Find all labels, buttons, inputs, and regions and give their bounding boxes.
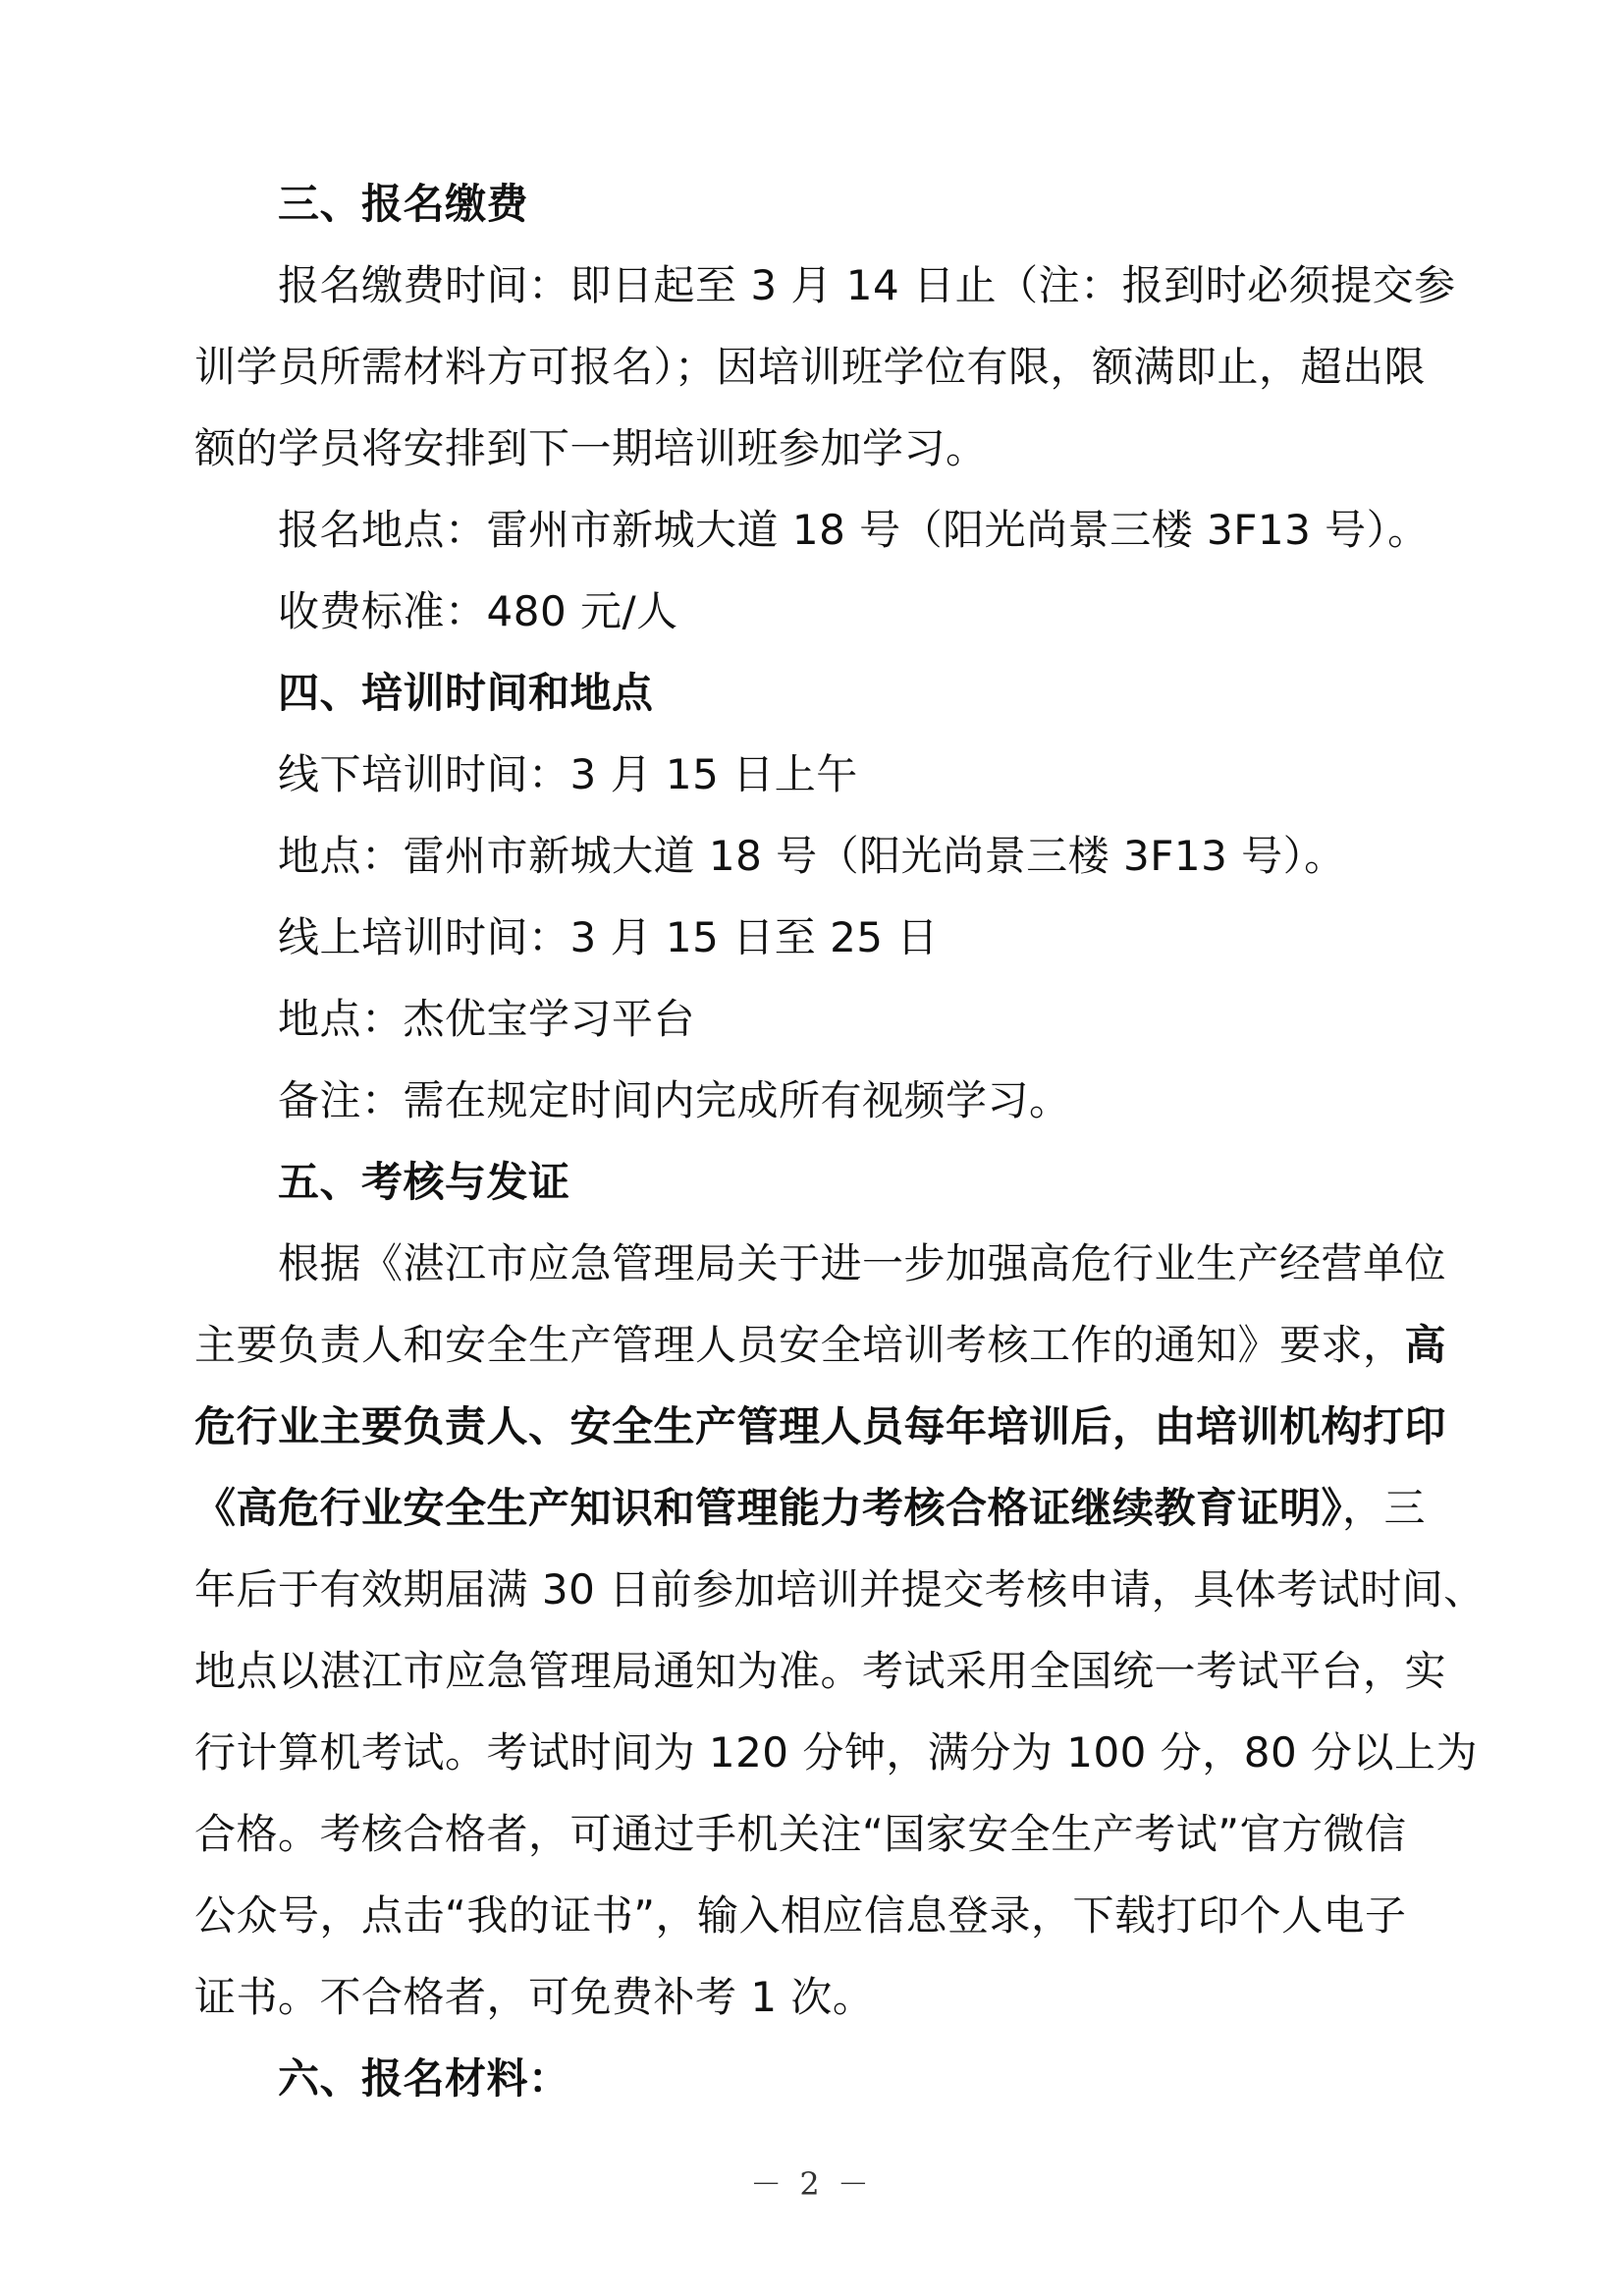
section-heading-training-time-location: 四、培训时间和地点 — [278, 669, 654, 717]
paragraph-line: 报名缴费时间：即日起至 3 月 14 日止（注：报到时必须提交参 — [278, 261, 1456, 309]
text-bold: 《高危行业安全生产知识和管理能力考核合格证继续教育证明》 — [194, 1484, 1343, 1532]
paragraph-line: 地点：杰优宝学习平台 — [278, 995, 696, 1043]
paragraph-line: 根据《湛江市应急管理局关于进一步加强高危行业生产经营单位 — [278, 1239, 1447, 1287]
text-normal: ，三 — [1342, 1484, 1427, 1532]
paragraph-line: 收费标准：480 元/人 — [278, 587, 678, 635]
paragraph-line-mixed — [194, 1318, 1447, 1373]
text-bold: 高 — [1404, 1321, 1447, 1369]
paragraph-line: 线上培训时间：3 月 15 日至 25 日 — [278, 913, 939, 961]
paragraph-line: 合格。考核合格者，可通过手机关注“国家安全生产考试”官方微信 — [194, 1810, 1407, 1858]
section-heading-registration-materials: 六、报名材料： — [278, 2054, 570, 2103]
paragraph-line: 报名地点：雷州市新城大道 18 号（阳光尚景三楼 3F13 号）。 — [278, 506, 1430, 554]
paragraph-line: 行计算机考试。考试时间为 120 分钟，满分为 100 分，80 分以上为 — [194, 1728, 1479, 1777]
text-normal: 主要负责人和安全生产管理人员安全培训考核工作的通知》要求， — [194, 1321, 1405, 1369]
paragraph-line: 线下培训时间：3 月 15 日上午 — [278, 750, 858, 798]
paragraph-line: 地点以湛江市应急管理局通知为准。考试采用全国统一考试平台，实 — [194, 1647, 1447, 1695]
paragraph-line: 地点：雷州市新城大道 18 号（阳光尚景三楼 3F13 号）。 — [278, 832, 1346, 880]
paragraph-line: 备注：需在规定时间内完成所有视频学习。 — [278, 1076, 1071, 1124]
page-number: － 2 － — [750, 2165, 873, 2203]
section-heading-registration-payment: 三、报名缴费 — [278, 180, 529, 228]
paragraph-line: 年后于有效期届满 30 日前参加培训并提交考核申请，具体考试时间、 — [194, 1565, 1486, 1613]
section-heading-assessment-certification: 五、考核与发证 — [278, 1158, 570, 1206]
paragraph-line: 证书。不合格者，可免费补考 1 次。 — [194, 1973, 875, 2021]
paragraph-line: 公众号，点击“我的证书”，输入相应信息登录，下载打印个人电子 — [194, 1891, 1407, 1940]
paragraph-line-mixed — [194, 1481, 1441, 1536]
paragraph-line: 额的学员将安排到下一期培训班参加学习。 — [194, 424, 988, 472]
paragraph-line: 训学员所需材料方可报名）；因培训班学位有限，额满即止，超出限 — [194, 343, 1427, 391]
paragraph-line-bold: 危行业主要负责人、安全生产管理人员每年培训后，由培训机构打印 — [194, 1402, 1447, 1450]
